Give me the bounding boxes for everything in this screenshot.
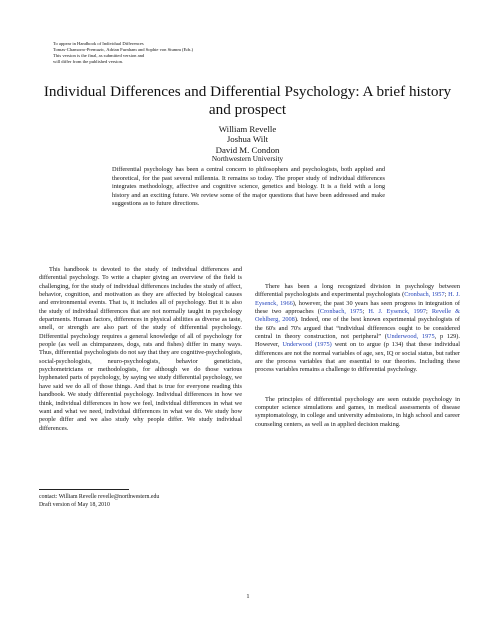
body-paragraph-2 [255, 283, 460, 375]
text-run: ). Indeed, one of the best known experimental psychologists of the 60's and 70's argued that “individual differences ought to be considered central in theory construction, not peripheral” ( [255, 316, 460, 341]
author-name: David M. Condon [215, 144, 280, 155]
body-paragraph-1: This handbook is devoted to the study of individual differences and differential psychology. To write a chapter giving an overview of the field is challenging, for the study of individual differences includes the study of affect, behavior, cognition, and motivation as they are affected by biological causes and environmental events. That is, it includes all of psychology. But it is also the study of individual differences that are not normally taught in psychology departments. Human factors, differences in physical abilities as diverse as taste, smell, or strength are also part of the study of differential psychology. Differential psychology requires a general knowledge of all of psychology for people (as well as chimpanzees, dogs, rats and fishes) differ in many ways. Thus, differential psychologists do not say that they are cognitive-psychologists, social-psychologists, neuro-psychologists, behavior geneticists, psychometricians or methodologists, for although we do those various hyphenated parts of psychology, by saying we study differential psychology, we have said we do all of those things. And that is true for everyone reading this handbook. We study differential psychology. Individual differences in how we think, individual differences in how we feel, individual differences in what we want and what we need, individual differences in what we do. We study how people differ and we also study why people differ. We study individual differences. [39, 266, 242, 432]
body-paragraph-3: The principles of differential psychology are seen outside psychology in computer science simulations and games, in medical assessments of disease symptomatology, in college and university admissions, in high school and career counseling centers, as well as in applied decision making. [255, 395, 460, 428]
citation-link[interactable]: Cronbach, 1957 [404, 291, 445, 299]
citation-link[interactable]: Revelle & Oehlberg, 2008 [255, 308, 460, 324]
text-run: ; [426, 308, 432, 316]
header-note-line: This version is the final, as submitted version and [53, 52, 145, 58]
body-column-left [39, 266, 242, 433]
citation-link[interactable]: Cronbach, 1975 [319, 308, 363, 316]
author-name: Joshua Wilt [226, 134, 269, 145]
footnote-draft: Draft version of May 18, 2010 [39, 502, 110, 508]
footnote-contact: contact: William Revelle revelle@northwestern.edu [39, 494, 160, 500]
footnote [39, 493, 242, 509]
text-run: , p 129). However, [255, 333, 460, 349]
page-number: 1 [246, 593, 250, 600]
citation-link[interactable]: (1975) [314, 341, 332, 349]
footnote-rule [39, 489, 129, 490]
author-block [40, 124, 455, 164]
author-name: William Revelle [218, 124, 277, 134]
citation-link[interactable]: H. J. Eysenck, 1966 [255, 291, 460, 307]
citation-link[interactable]: Underwood [282, 341, 313, 349]
citation-link[interactable]: H. J. Eysenck, 1997 [368, 308, 427, 316]
header-note-line: will differ from the published version. [53, 58, 124, 64]
abstract: Differential psychology has been a central concern to philosophers and psychologists, both applied and theoretical, for the past several millennia. It remains so today. The proper study of individual differences integrates methodology, affective and cognitive science, genetics and biology. It is a field with a long history and an exciting future. We review some of the major questions that have been addressed and make suggestions as to future directions. [112, 166, 385, 208]
paper-title: Individual Differences and Differential Psychology: A brief history and prospect [43, 83, 452, 118]
header-note-line: To appear in Handbook of Individual Differences [53, 41, 144, 46]
body-column-right [255, 265, 460, 429]
text-run: There has been a long recognized division in psychology between differential psychologists and experimental psychologists ( [255, 283, 460, 299]
header-note-line: Tomas-Chamorro-Premuzic, Adrian Furnham and Sophie von Stumm (Eds.) [53, 46, 194, 52]
affiliation: Northwestern University [211, 154, 284, 163]
text-run: went on to argue (p 134) that these individual differences are not the normal variables of age, sex, IQ or social status, but rather are the process variables that are essential to our theories. Including these process variables remains a challenge to differential psychology. [255, 341, 460, 374]
citation-link[interactable]: Underwood, 1975 [386, 333, 435, 341]
text-run: ; [362, 308, 369, 316]
text-run: ), however, the past 30 years has seen progress in integration of these two approaches ( [255, 299, 461, 316]
header-note [53, 41, 313, 65]
text-run: ; [444, 291, 449, 299]
